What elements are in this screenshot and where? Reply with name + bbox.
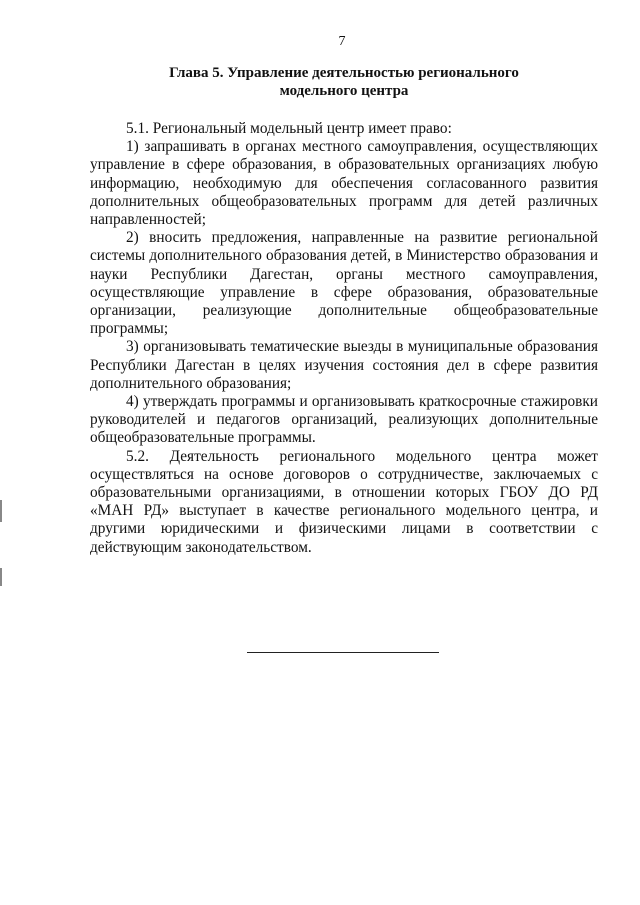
scan-margin-mark [0,568,2,586]
paragraph-item-2: 2) вносить предложения, направленные на развитие региональной системы дополнительного образования детей, в Министерство образования и науки Республики Дагестан, органы местного самоуправления, осуществляющие управление в сфере образования, образовательные организации, реализующие дополнительные общеобразовательные программы; [90,229,598,338]
paragraph-item-4: 4) утверждать программы и организовывать краткосрочные стажировки руководителей и педагогов организаций, реализующих дополнительные общеобразовательные программы. [90,393,598,447]
paragraph-5-1-intro: 5.1. Региональный модельный центр имеет право: [126,120,452,137]
chapter-heading-line-1: Глава 5. Управление деятельностью регионального [169,65,519,81]
chapter-heading [90,64,598,100]
paragraph-item-3: 3) организовывать тематические выезды в муниципальные образования Республики Дагестан в целях изучения состояния дел в сфере развития дополнительного образования; [90,338,598,392]
paragraph-item-1: 1) запрашивать в органах местного самоуправления, осуществляющих управление в сфере образования, в образовательных организациях любую информацию, необходимую для обеспечения согласованного развития дополнительных общеобразовательных программ для детей различных направленностей; [90,138,598,229]
end-separator-line [247,652,439,653]
page-number: 7 [338,34,346,49]
paragraph-5-2: 5.2. Деятельность регионального модельного центра может осуществляться на основе договоров о сотрудничестве, заключаемых с образовательными организациями, в отношении которых ГБОУ ДО РД «МАН РД» выступает в качестве регионального модельного центра, и другими юридическими и физическими лицами в соответствии с действующим законодательством. [90,447,598,556]
chapter-heading-line-2: модельного центра [279,83,409,99]
scan-margin-mark [0,500,2,522]
body-text [90,120,598,557]
